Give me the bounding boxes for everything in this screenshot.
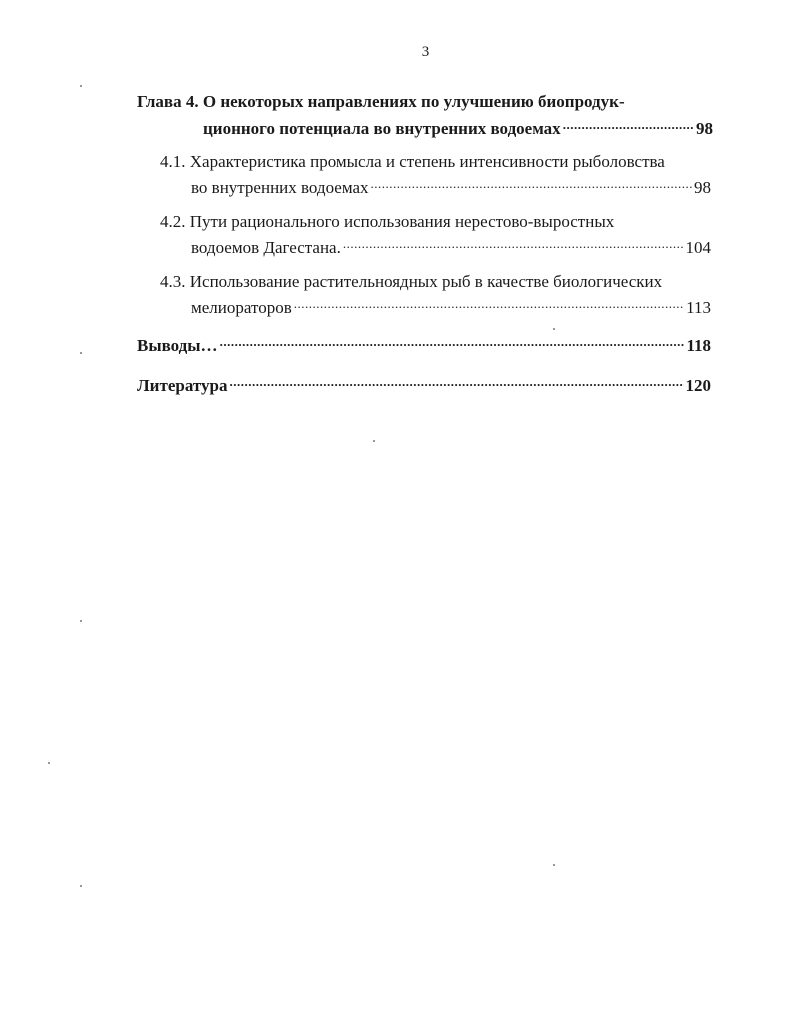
- conclusions-page-number: 118: [686, 336, 711, 355]
- scan-speck: [80, 352, 82, 354]
- scan-speck: [80, 85, 82, 87]
- literature-label: Литература: [137, 376, 228, 395]
- scan-speck: [553, 328, 555, 330]
- dot-leader: [294, 293, 684, 313]
- dot-leader: [371, 173, 692, 193]
- section-4-1-line-2: [191, 173, 711, 197]
- section-4-2-text: водоемов Дагестана.: [191, 238, 341, 257]
- literature-entry: [137, 371, 711, 395]
- scan-speck: [48, 762, 50, 764]
- scan-speck: [80, 620, 82, 622]
- section-4-2-line-1: 4.2. Пути рационального использования нерестово-выростных: [160, 212, 615, 231]
- section-4-3-page-number: 113: [686, 298, 711, 317]
- section-4-2-page-number: 104: [685, 238, 711, 257]
- chapter-title-line-2: [203, 114, 713, 138]
- dot-leader: [343, 233, 684, 253]
- section-4-3-text: мелиораторов: [191, 298, 292, 317]
- chapter-page-number: 98: [696, 119, 713, 138]
- conclusions-label: Выводы…: [137, 336, 218, 355]
- section-4-1-line-1: 4.1. Характеристика промысла и степень интенсивности рыболовства: [160, 152, 665, 171]
- literature-page-number: 120: [685, 376, 711, 395]
- section-4-3-line-1: 4.3. Использование растительноядных рыб в качестве биологических: [160, 272, 663, 291]
- dot-leader: [220, 331, 685, 351]
- scan-speck: [373, 440, 375, 442]
- dot-leader: [229, 371, 683, 391]
- scan-speck: [80, 885, 82, 887]
- chapter-title-line-1: Глава 4. О некоторых направлениях по улучшению биопродук-: [137, 92, 625, 111]
- section-4-2-line-2: [191, 233, 711, 257]
- conclusions-entry: [137, 331, 711, 355]
- scan-speck: [553, 864, 555, 866]
- dot-leader: [563, 114, 694, 134]
- section-4-1-page-number: 98: [694, 178, 711, 197]
- page-number: 3: [421, 44, 430, 60]
- section-4-1-text: во внутренних водоемах: [191, 178, 369, 197]
- chapter-title-text: ционного потенциала во внутренних водоемах: [203, 119, 561, 138]
- section-4-3-line-2: [191, 293, 711, 317]
